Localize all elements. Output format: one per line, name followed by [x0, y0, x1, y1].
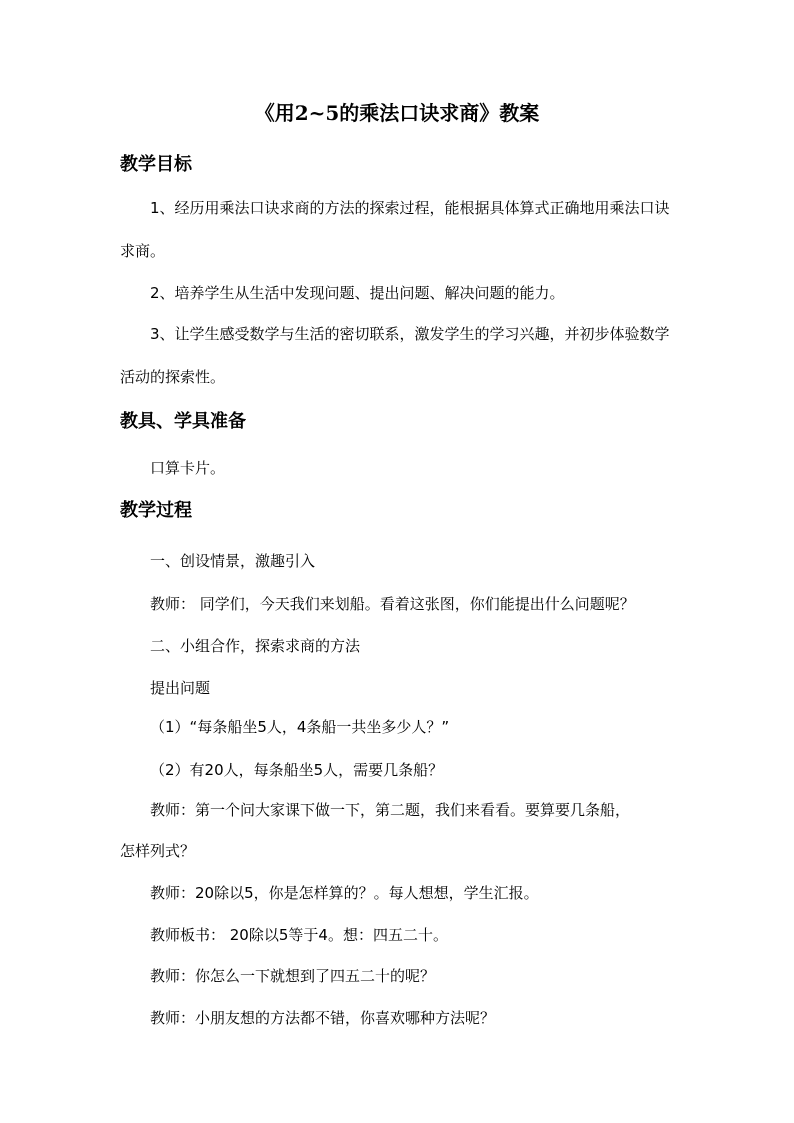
process-line-7: 教师：第一个问大家课下做一下，第二题，我们来看看。要算要几条船，	[150, 801, 631, 819]
objective-item-1: 1、经历用乘法口诀求商的方法的探索过程，能根据具体算式正确地用乘法口诀求商。	[120, 199, 670, 260]
process-line-9: 教师：20除以5，你是怎样算的？。每人想想，学生汇报。	[150, 884, 539, 902]
materials-heading: 教具、学具准备	[120, 411, 246, 432]
document-title: 《用2~5的乘法口诀求商》教案	[254, 101, 540, 125]
process-line-4: 提出问题	[150, 679, 211, 697]
materials-text: 口算卡片。	[150, 459, 226, 477]
process-line-6: （2）有20人，每条船坐5人，需要几条船？	[150, 761, 444, 779]
process-line-8: 怎样列式？	[120, 842, 196, 860]
process-line-1: 一、创设情景，激趣引入	[150, 552, 316, 570]
objective-item-2: 2、培养学生从生活中发现问题、提出问题、解决问题的能力。	[150, 284, 565, 302]
objectives-heading: 教学目标	[120, 154, 192, 175]
process-line-2: 教师： 同学们，今天我们来划船。看着这张图，你们能提出什么问题呢？	[150, 595, 635, 613]
process-line-3: 二、小组合作，探索求商的方法	[150, 637, 361, 655]
process-line-5: （1）“每条船坐5人，4条船一共坐多少人？”	[150, 718, 450, 736]
process-line-10: 教师板书： 20除以5等于4。想：四五二十。	[150, 926, 448, 944]
process-heading: 教学过程	[120, 500, 192, 521]
process-line-12: 教师：小朋友想的方法都不错，你喜欢哪种方法呢？	[150, 1009, 496, 1027]
objective-item-3: 3、让学生感受数学与生活的密切联系，激发学生的学习兴趣，并初步体验数学活动的探索性。	[120, 325, 670, 386]
process-line-11: 教师：你怎么一下就想到了四五二十的呢？	[150, 967, 436, 985]
